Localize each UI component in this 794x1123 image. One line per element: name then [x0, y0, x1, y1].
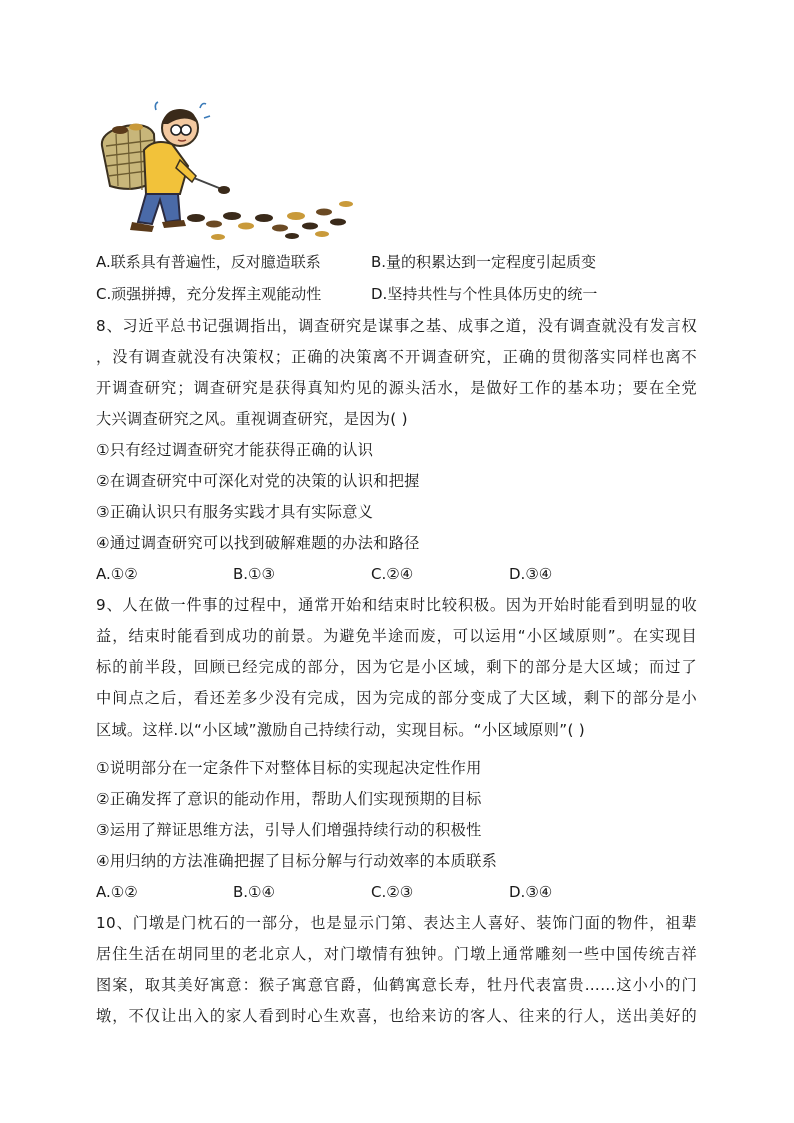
q9-stem-line-2: 益，结束时能看到成功的前景。为避免半途而废，可以运用“小区域原则”。在实现目 [96, 627, 697, 645]
q8-option-a: A.①② [96, 565, 138, 583]
q8-statement-4: ④通过调查研究可以找到破解难题的办法和路径 [96, 534, 420, 552]
q10-stem-line-3: 图案，取其美好寓意：猴子寓意官爵，仙鹤寓意长寿，牡丹代表富贵……这小小的门 [96, 976, 697, 994]
q9-statement-1: ①说明部分在一定条件下对整体目标的实现起决定性作用 [96, 759, 482, 777]
q10-stem-line-2: 居住生活在胡同里的老北京人，对门墩情有独钟。门墩上通常雕刻一些中国传统吉祥 [96, 945, 697, 963]
man-figure [130, 102, 230, 232]
q9-stem-line-3: 标的前半段，回顾已经完成的部分，因为它是小区域，剩下的部分是大区域；而过了 [96, 658, 697, 676]
q9-stem-line-5: 区域。这样.以“小区域”激励自己持续行动，实现目标。“小区域原则”( ) [96, 721, 586, 739]
q7-option-b: B.量的积累达到一定程度引起质变 [371, 253, 597, 271]
cartoon-illustration [96, 94, 356, 242]
q7-option-a: A.联系具有普遍性，反对臆造联系 [96, 253, 321, 271]
q8-stem-line-2: ，没有调查就没有决策权；正确的决策离不开调查研究，正确的贯彻落实同样也离不 [96, 348, 697, 366]
q9-statement-2: ②正确发挥了意识的能动作用，帮助人们实现预期的目标 [96, 790, 482, 808]
q9-option-d: D.③④ [509, 883, 553, 901]
q8-statement-2: ②在调查研究中可深化对党的决策的认识和把握 [96, 472, 420, 490]
q9-option-c: C.②③ [371, 883, 414, 901]
q9-option-a: A.①② [96, 883, 138, 901]
q9-stem-line-4: 中间点之后，看还差多少没有完成，因为完成的部分变成了大区域，剩下的部分是小 [96, 689, 697, 707]
q8-option-c: C.②④ [371, 565, 414, 583]
q8-option-d: D.③④ [509, 565, 553, 583]
q9-stem-line-1: 9、人在做一件事的过程中，通常开始和结束时比较积极。因为开始时能看到明显的收 [96, 596, 697, 614]
q9-statement-4: ④用归纳的方法准确把握了目标分解与行动效率的本质联系 [96, 852, 498, 870]
q8-stem-line-3: 开调查研究；调查研究是获得真知灼见的源头活水，是做好工作的基本功；要在全党 [96, 379, 697, 397]
q8-statement-1: ①只有经过调查研究才能获得正确的认识 [96, 441, 374, 459]
q8-option-b: B.①③ [233, 565, 275, 583]
q10-stem-line-1: 10、门墩是门枕石的一部分，也是显示门第、表达主人喜好、装饰门面的物件，祖辈 [96, 914, 697, 932]
q10-stem-line-4: 墩，不仅让出入的家人看到时心生欢喜，也给来访的客人、往来的行人，送出美好的 [96, 1007, 697, 1025]
q8-stem-line-1: 8、习近平总书记强调指出，调查研究是谋事之基、成事之道，没有调查就没有发言权 [96, 317, 697, 335]
q8-stem-line-4: 大兴调查研究之风。重视调查研究，是因为( ) [96, 410, 408, 428]
q9-option-b: B.①④ [233, 883, 275, 901]
q9-statement-3: ③运用了辩证思维方法，引导人们增强持续行动的积极性 [96, 821, 482, 839]
footprints-trail [187, 201, 353, 240]
q7-option-c: C.顽强拼搏，充分发挥主观能动性 [96, 285, 322, 303]
q8-statement-3: ③正确认识只有服务实践才具有实际意义 [96, 503, 374, 521]
q7-option-d: D.坚持共性与个性具体历史的统一 [371, 285, 598, 303]
